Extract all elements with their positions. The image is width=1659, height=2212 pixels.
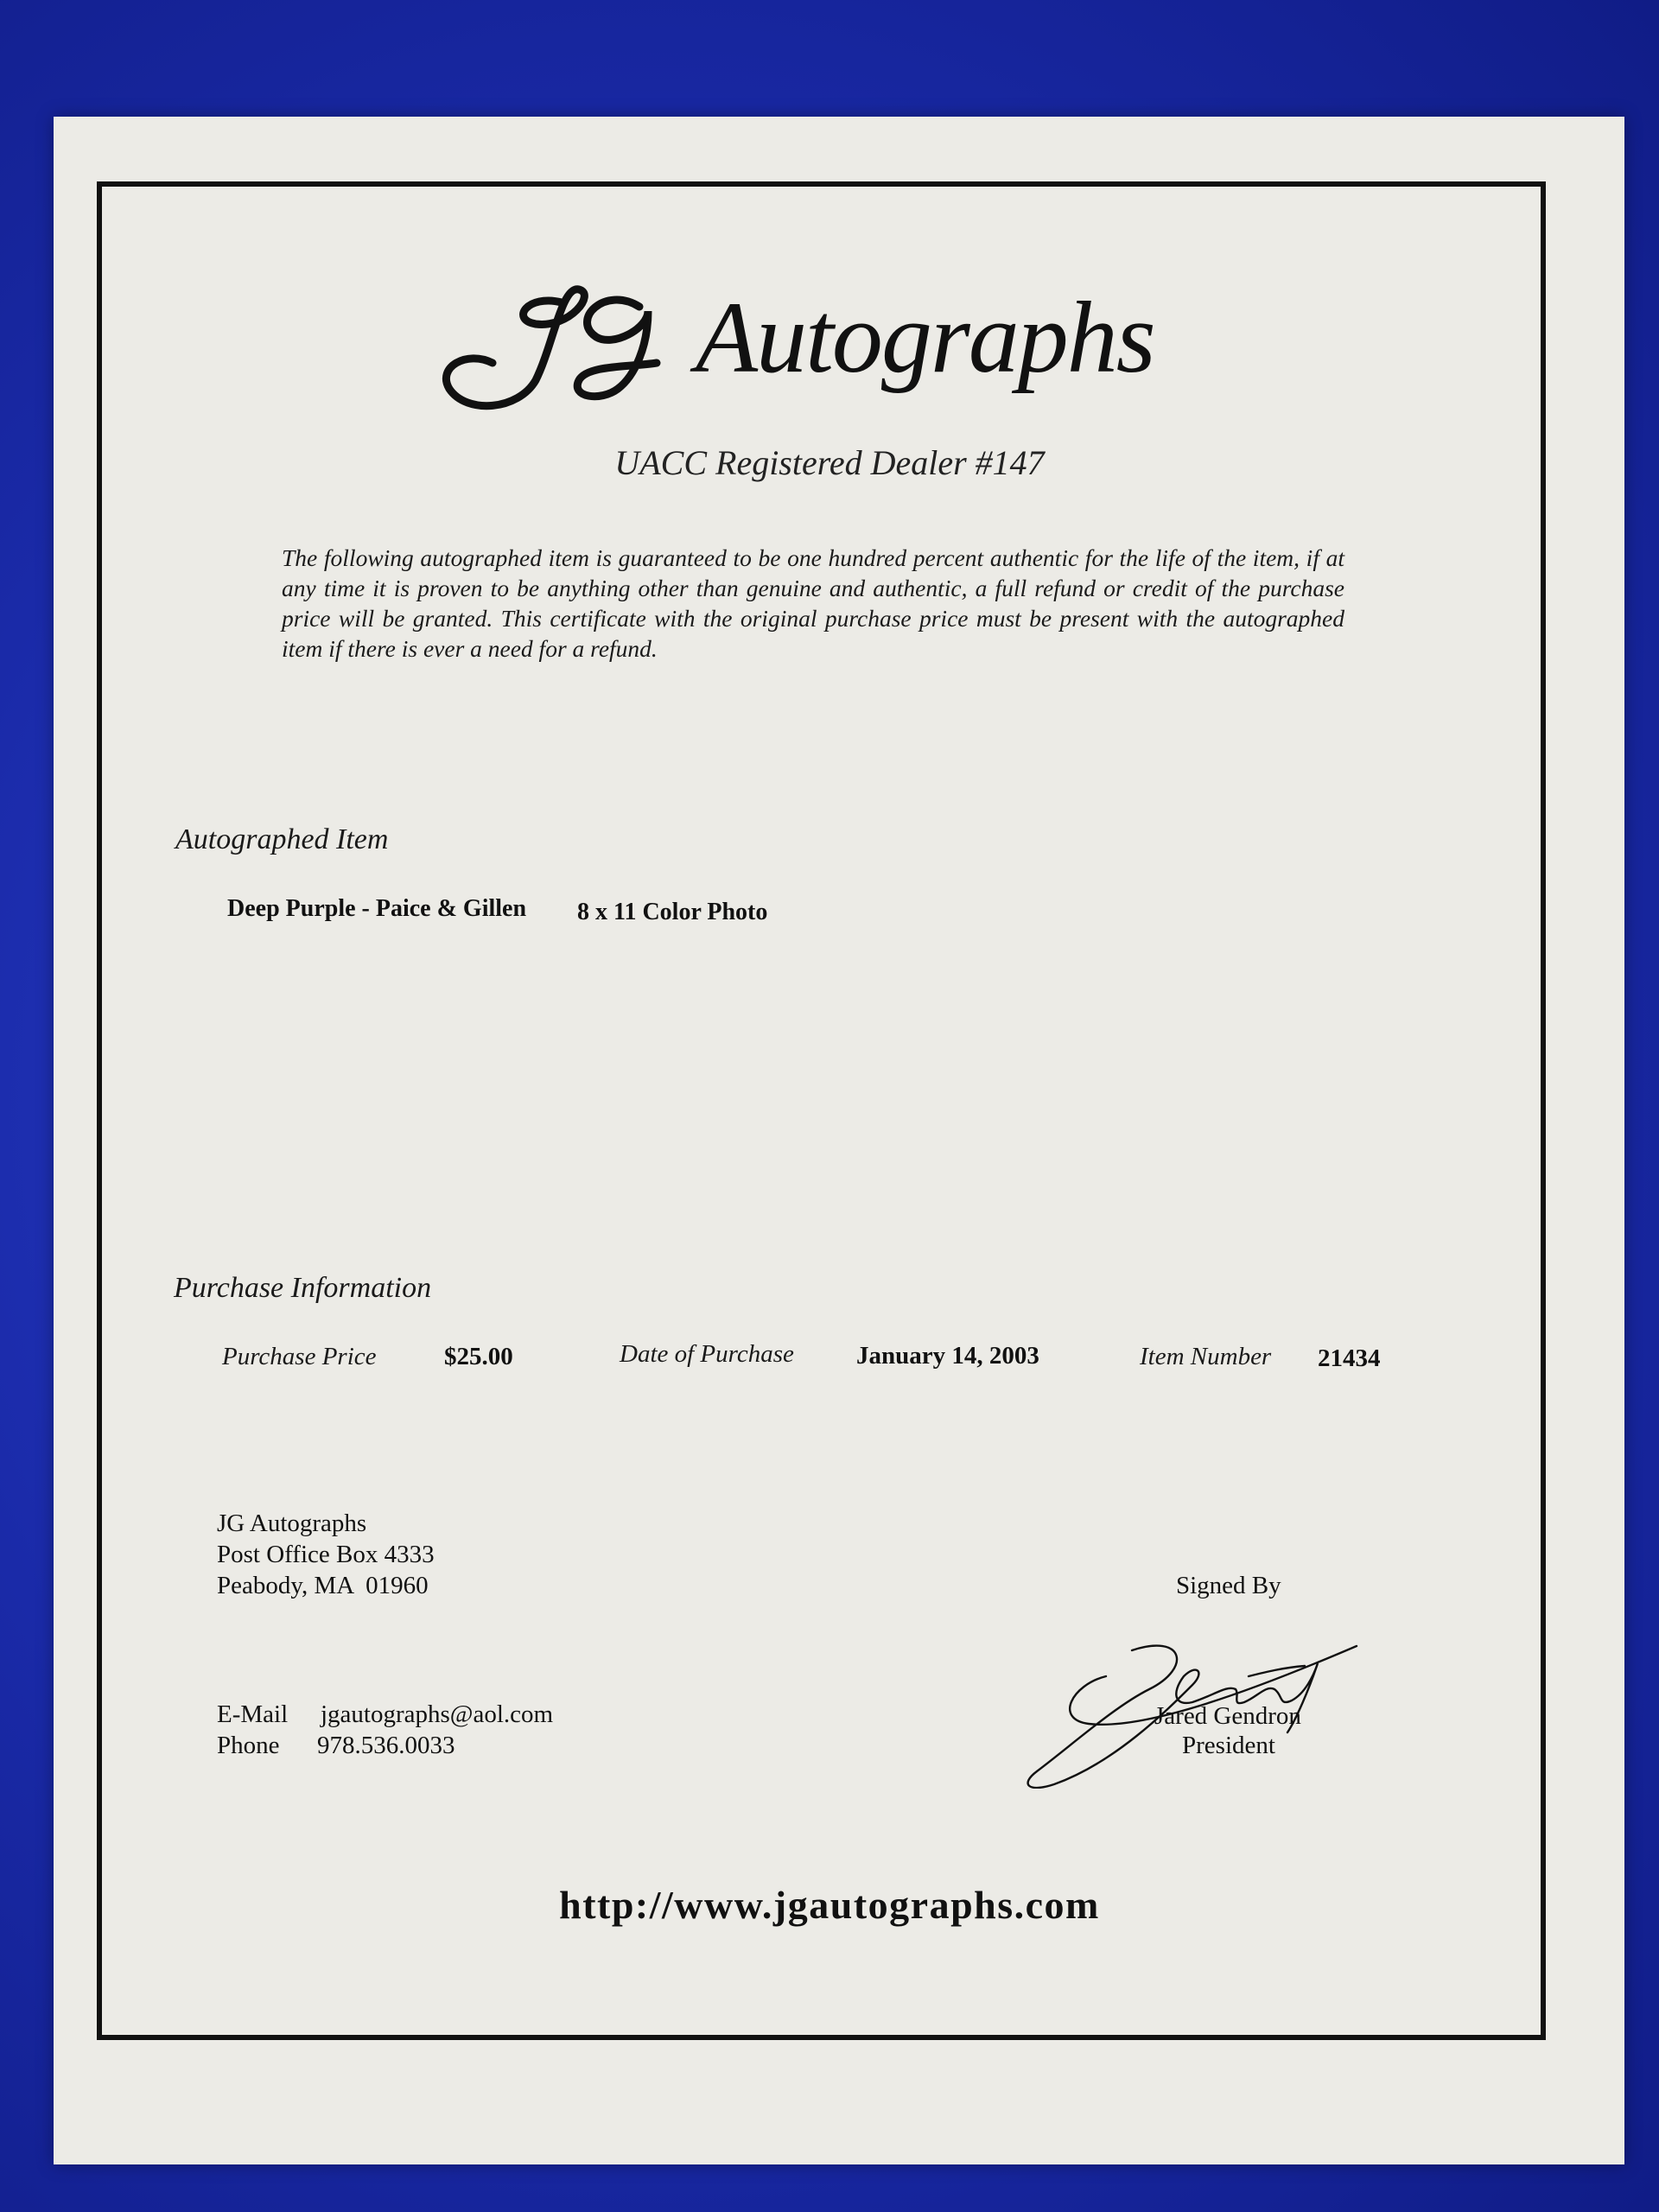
item-artist: Deep Purple - Paice & Gillen [227,895,527,922]
purchase-price-value: $25.00 [444,1343,513,1370]
signer-name: Jared Gendron [1154,1702,1301,1730]
date-of-purchase-label: Date of Purchase [620,1340,794,1368]
jg-autographs-logo [432,259,1210,432]
autographed-item-heading: Autographed Item [175,823,389,855]
date-of-purchase-value: January 14, 2003 [856,1342,1039,1370]
email-label: E-Mail [217,1700,289,1728]
phone-value: 978.536.0033 [317,1732,455,1759]
item-description: 8 x 11 Color Photo [577,899,768,925]
dealer-line: UACC Registered Dealer #147 [614,443,1045,482]
address-street: Post Office Box 4333 [217,1541,435,1568]
phone-label: Phone [217,1732,280,1759]
purchase-price-label: Purchase Price [222,1343,377,1370]
website-url[interactable]: http://www.jgautographs.com [559,1883,1100,1927]
email-value: jgautographs@aol.com [321,1700,554,1728]
address-city: Peabody, MA 01960 [217,1572,429,1599]
signer-title: President [1182,1732,1275,1759]
address-name: JG Autographs [217,1510,367,1537]
address-block [217,1508,435,1601]
signed-by-label: Signed By [1176,1572,1281,1599]
logo-wordmark: Autographs [696,281,1154,394]
item-number-label: Item Number [1140,1343,1272,1370]
guarantee-text: The following autographed item is guaranteed to be one hundred percent authentic for the life of the item, if at any time it is proven to be anything other than genuine and authentic, a full refund or credit of the purchase price will be granted. This certificate with the original purchase price must be present with the autographed item if there is ever a need for a refund. [282,544,1344,662]
purchase-info-heading: Purchase Information [174,1272,432,1304]
item-number-value: 21434 [1318,1344,1381,1372]
